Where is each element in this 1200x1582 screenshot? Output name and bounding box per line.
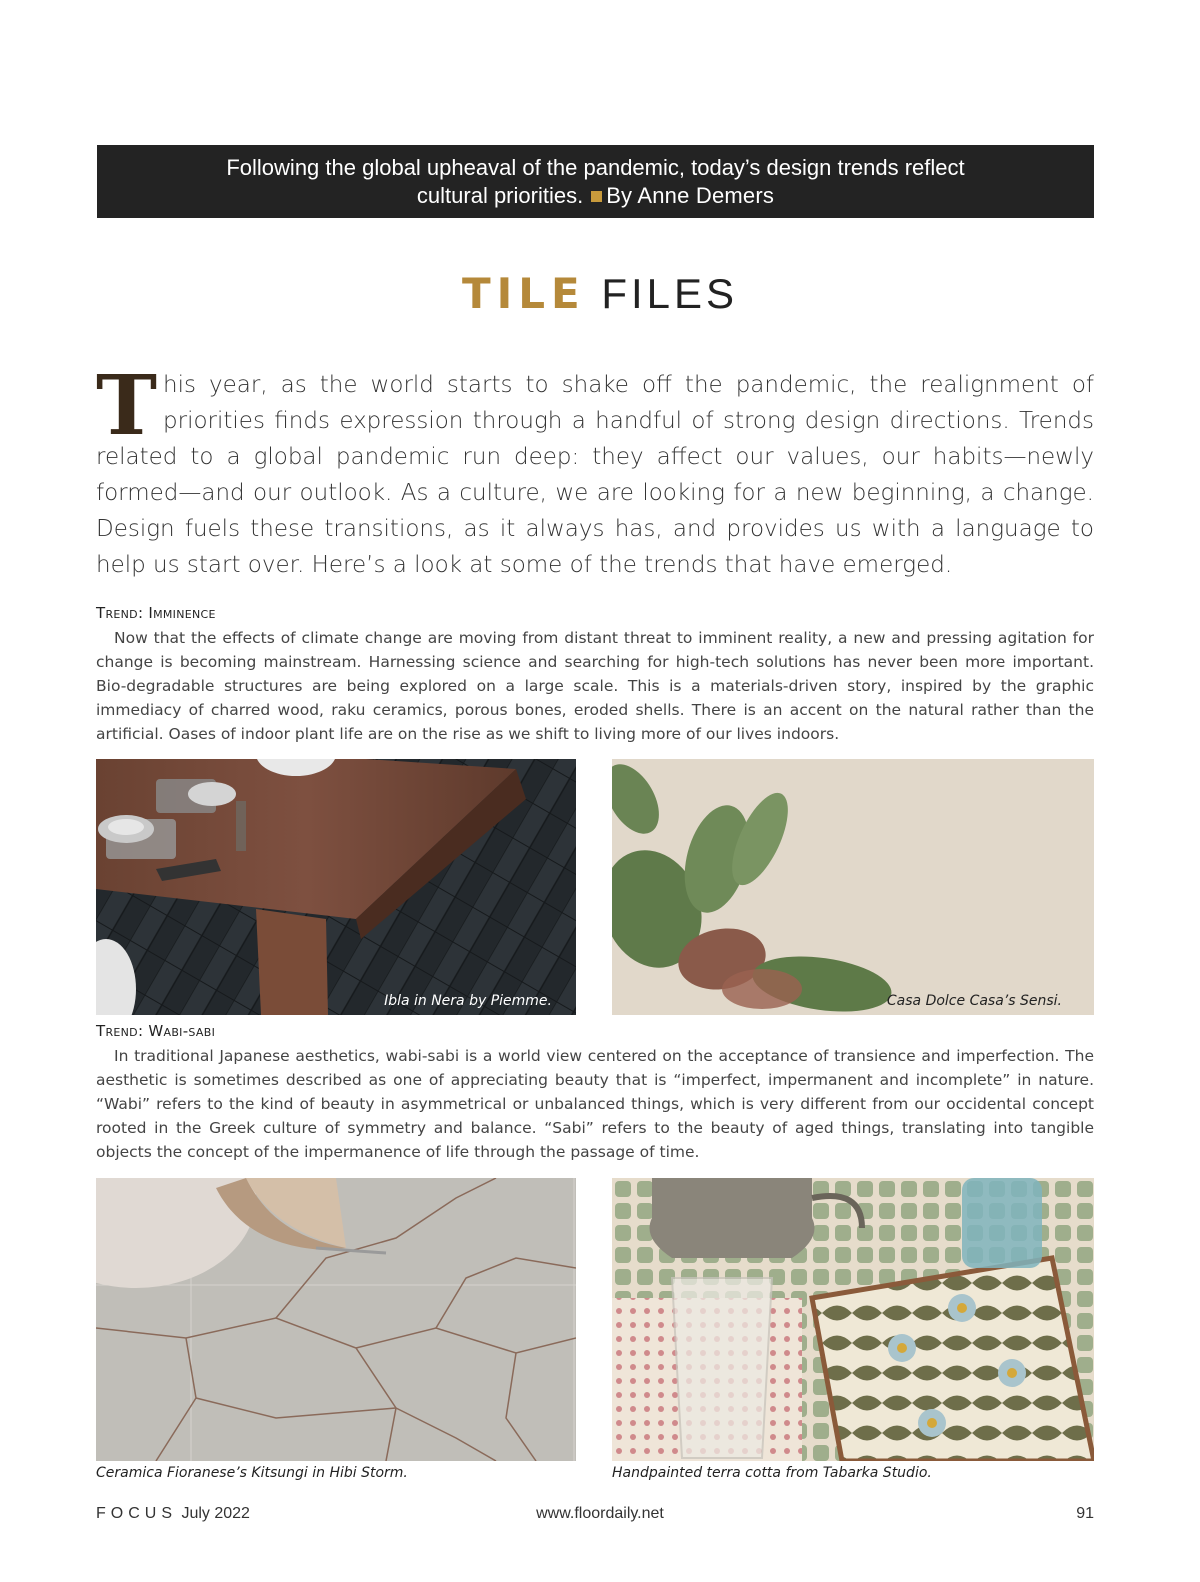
- issue-date: July 2022: [181, 1505, 250, 1522]
- page-number: 91: [1076, 1505, 1094, 1522]
- article-title: [0, 270, 1200, 318]
- cactus-sand-image: [612, 759, 1094, 1015]
- byline: By Anne Demers: [606, 183, 775, 208]
- caption-kitsungi: Ceramica Fioranese’s Kitsungi in Hibi Storm.: [96, 1465, 408, 1481]
- photo-casa-dolce-casa: [612, 759, 1094, 1015]
- tabarka-tiles-image: [612, 1178, 1094, 1461]
- drop-cap: T: [96, 358, 158, 454]
- trend-heading-imminence: Trend: Imminence: [96, 604, 216, 622]
- title-word-2: FILES: [601, 270, 739, 317]
- footer-url[interactable]: [0, 1505, 1200, 1523]
- caption-tabarka: Handpainted terra cotta from Tabarka Studio.: [612, 1465, 932, 1481]
- deck-line-2: cultural priorities.: [416, 183, 584, 208]
- magazine-name: FOCUS: [96, 1505, 177, 1522]
- caption-ibla-nera: Ibla in Nera by Piemme.: [384, 993, 552, 1009]
- photo-tabarka: [612, 1178, 1094, 1461]
- caption-casa-dolce-casa: Casa Dolce Casa’s Sensi.: [886, 993, 1062, 1009]
- deck-banner: [97, 145, 1094, 218]
- photo-kitsungi: [96, 1178, 576, 1461]
- deck-line-2-wrap: [97, 182, 1094, 210]
- trend-body-wabi-sabi: In traditional Japanese aesthetics, wabi-sabi is a world view centered on the acceptance of transience and imperfection. The aesthetic is sometimes described as one of appreciating beauty that is “imperfect, impermanent and incomplete” in nature. “Wabi” refers to the kind of beauty in asymmetrical or unbalanced things, which is very different from our occidental concept rooted in the Greek culture of symmetry and balance. “Sabi” refers to the beauty of aged things, translating into tangible objects the concept of the impermanence of life through the passage of time.: [96, 1047, 1094, 1161]
- intro-paragraph: [96, 358, 1094, 583]
- parquet-table-image: [96, 759, 576, 1015]
- square-bullet-icon: [591, 191, 602, 202]
- trend-heading-wabi-sabi: Trend: Wabi-sabi: [96, 1022, 216, 1040]
- intro-text: his year, as the world starts to shake off the pandemic, the realignment of priorities finds expression through a handful of strong design directions. Trends related to a global pandemic run deep: they affect our values, our habits—newly formed—and our outlook. As a culture, we are looking for a new beginning, a change. Design fuels these transitions, as it always has, and provides us with a language to help us start over. Here’s a look at some of the trends that have emerged.: [96, 372, 1094, 578]
- kitsungi-floor-image: [96, 1178, 576, 1461]
- title-word-1: TILE: [461, 269, 586, 318]
- deck-line-1: Following the global upheaval of the pandemic, today’s design trends reflect: [226, 155, 965, 180]
- website-link[interactable]: www.floordaily.net: [536, 1505, 664, 1522]
- photo-ibla-nera: [96, 759, 576, 1015]
- trend-body-imminence: Now that the effects of climate change are moving from distant threat to imminent reality, a new and pressing agitation for change is becoming mainstream. Harnessing science and searching for high-tech solutions has never been more important. Bio-degradable structures are being explored on a large scale. This is a materials-driven story, inspired by the graphic immediacy of charred wood, raku ceramics, porous bones, eroded shells. There is an accent on the natural rather than the artificial. Oases of indoor plant life are on the rise as we shift to living more of our lives indoors.: [96, 629, 1094, 743]
